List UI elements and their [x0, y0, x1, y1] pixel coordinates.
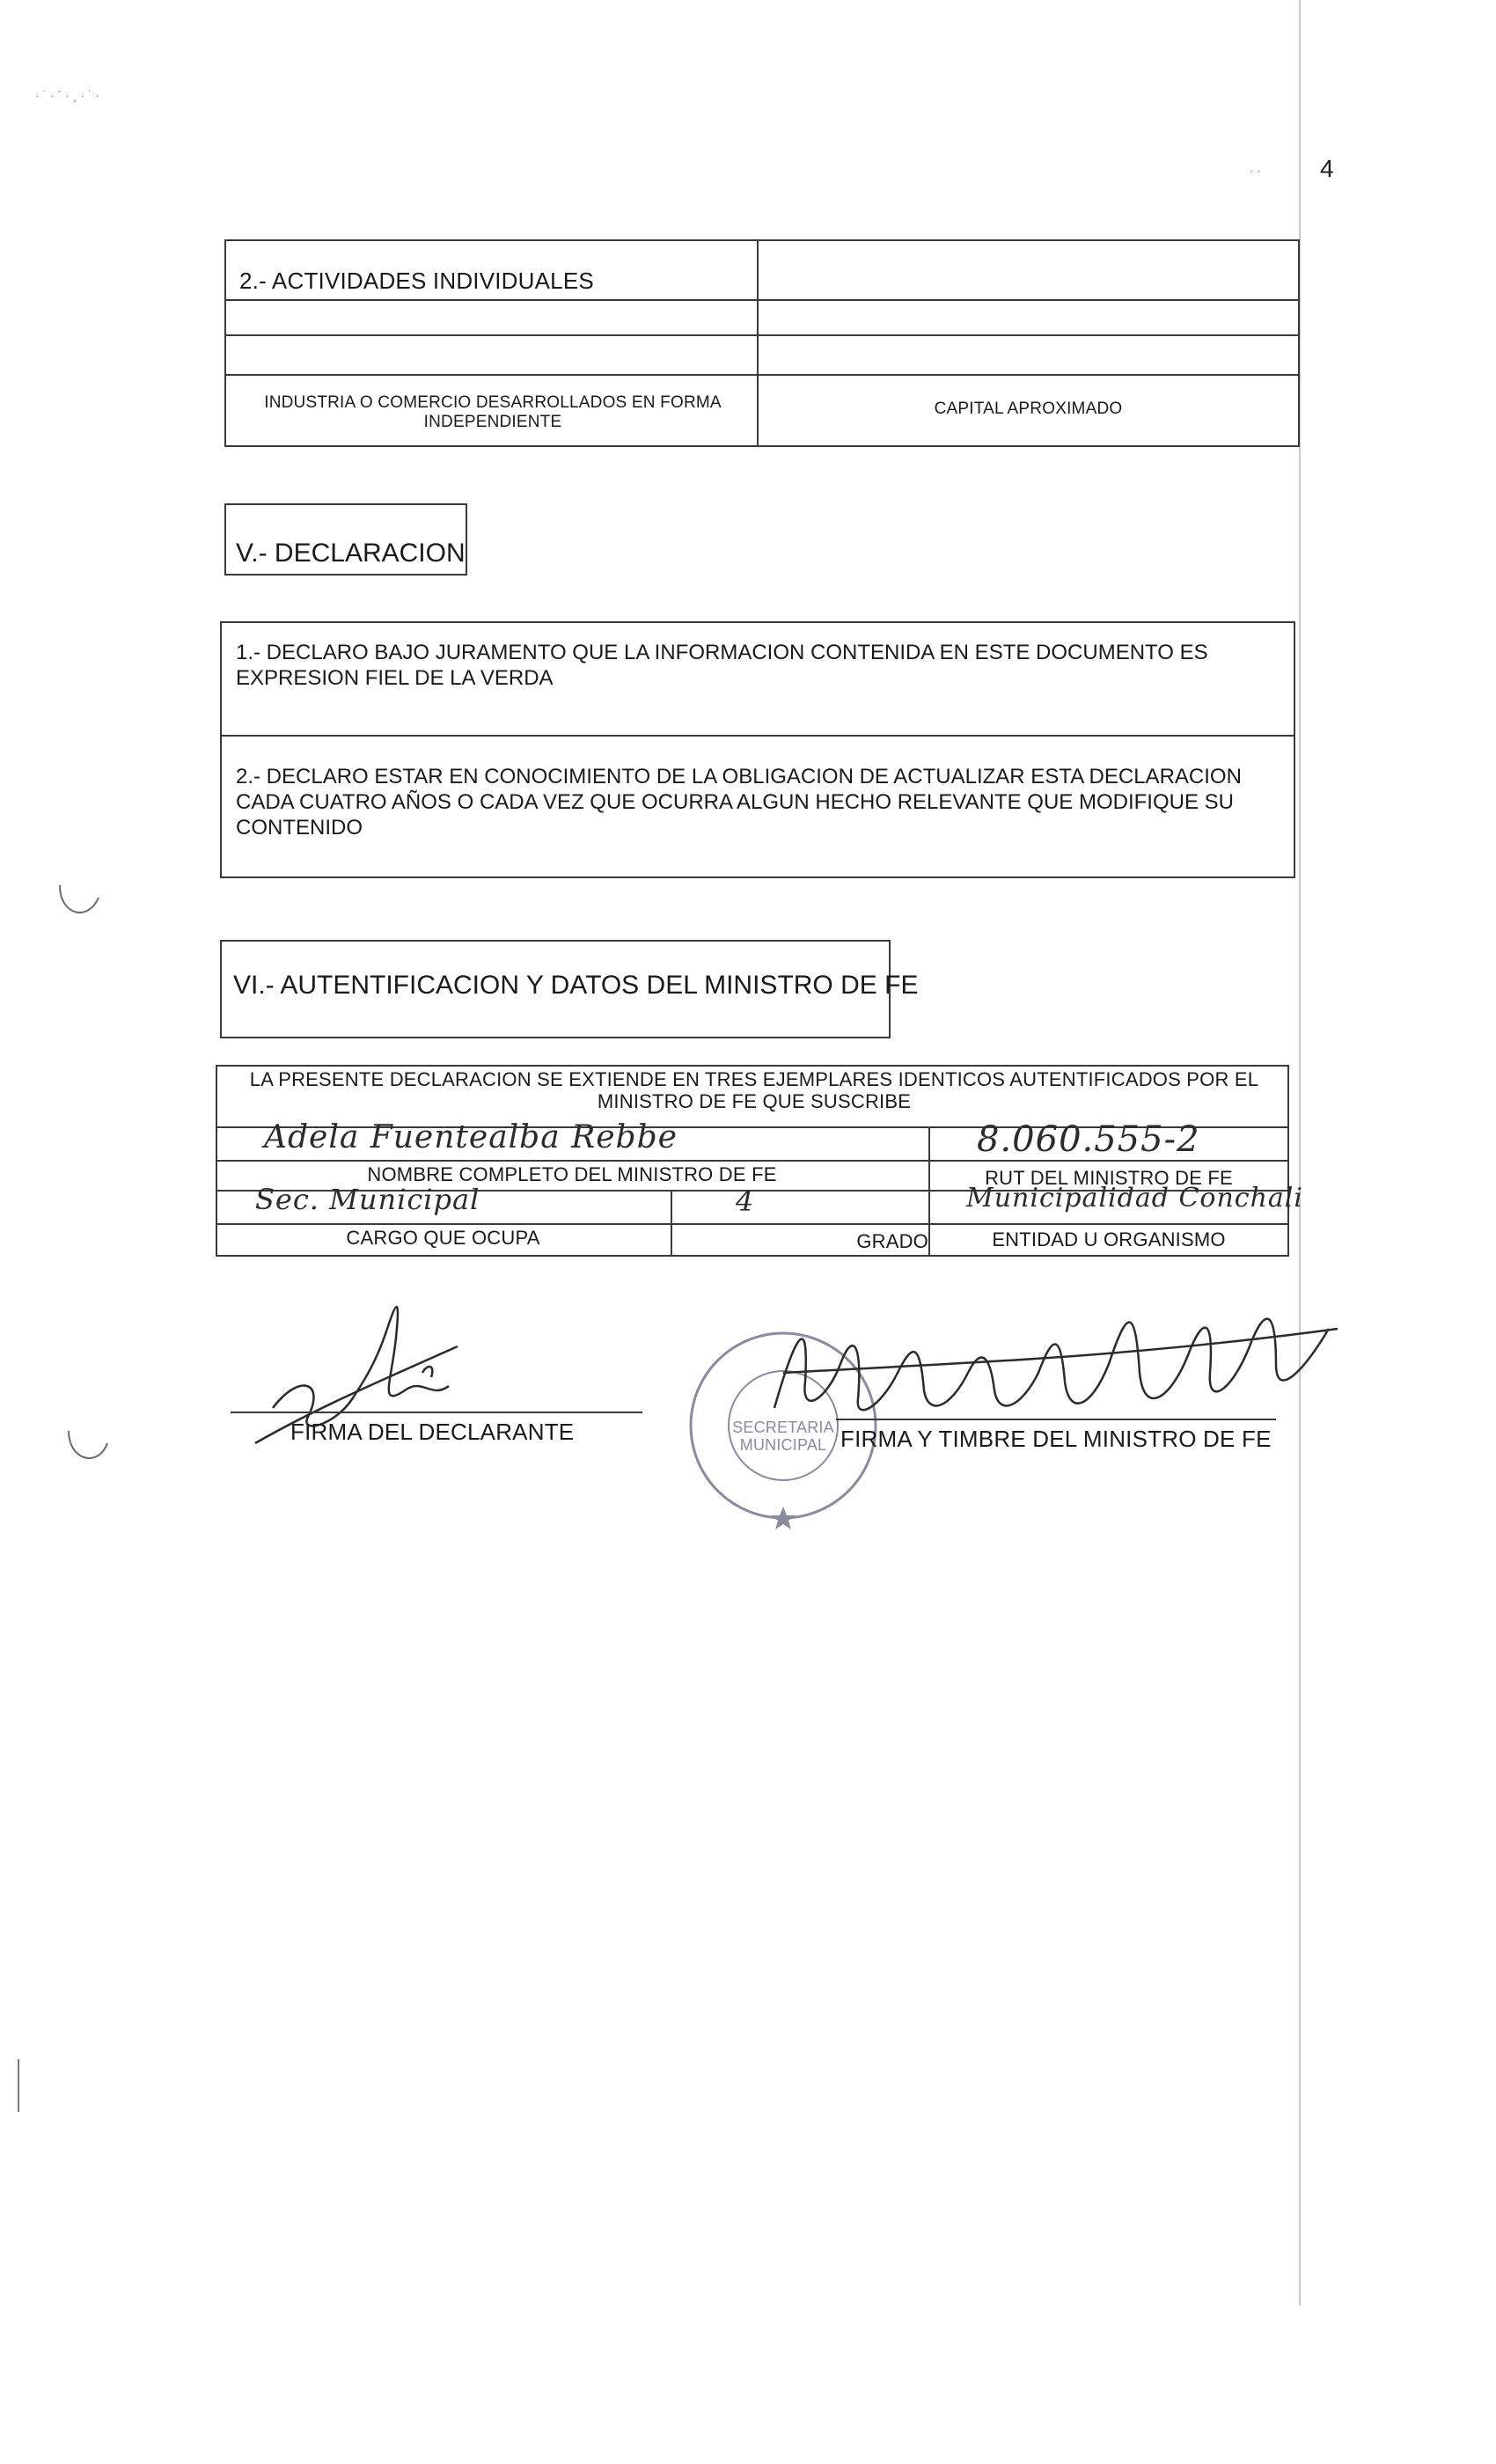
actividades-title: 2.- ACTIVIDADES INDIVIDUALES: [239, 268, 594, 294]
grado-value: 4: [736, 1184, 755, 1218]
nombre-ministro-value: Adela Fuentealba Rebbe: [264, 1119, 678, 1155]
autentificacion-title: VI.- AUTENTIFICACION Y DATOS DEL MINISTRO DE FE: [233, 971, 919, 1000]
declaracion-table-rule: [220, 735, 1295, 737]
declaracion-item-2: 2.- DECLARO ESTAR EN CONOCIMIENTO DE LA OBLIGACION DE ACTUALIZAR ESTA DECLARACION CADA CUATRO AÑOS O CADA VEZ QUE OCURRA ALGUN HECHO RELEVANTE QUE MODIFIQUE SU CONTENIDO: [236, 765, 1242, 840]
declarante-label: FIRMA DEL DECLARANTE: [290, 1419, 575, 1445]
rut-ministro-value: 8.060.555-2: [977, 1119, 1200, 1160]
punch-hole-mark: [63, 1426, 116, 1478]
ministro-signature-line: [836, 1419, 1276, 1420]
cargo-label: CARGO QUE OCUPA: [346, 1227, 540, 1249]
entidad-label: ENTIDAD U ORGANISMO: [992, 1228, 1226, 1250]
ministro-label: FIRMA Y TIMBRE DEL MINISTRO DE FE: [840, 1426, 1272, 1452]
autentificacion-intro: LA PRESENTE DECLARACION SE EXTIENDE EN TRES EJEMPLARES IDENTICOS AUTENTIFICADOS POR EL MINISTRO DE FE QUE SUSCRIBE: [249, 1068, 1259, 1112]
ministro-table-rule: [216, 1160, 1289, 1162]
entidad-value: Municipalidad Conchali: [966, 1183, 1303, 1214]
page-number: 4: [1320, 155, 1334, 182]
scan-specks: · ˙ · ´ · ¸ · ˙ ·: [35, 88, 100, 102]
declaracion-item-1: 1.- DECLARO BAJO JURAMENTO QUE LA INFORMACION CONTENIDA EN ESTE DOCUMENTO ES EXPRESION FIEL DE LA VERDA: [236, 641, 1208, 690]
actividades-table-rule: [224, 299, 1300, 301]
margin-mark: [18, 2059, 19, 2112]
actividades-table-rule: [224, 334, 1300, 336]
nombre-ministro-label: NOMBRE COMPLETO DEL MINISTRO DE FE: [367, 1163, 777, 1185]
punch-hole-mark: [53, 880, 106, 933]
actividades-table-rule: [224, 374, 1300, 376]
grado-label: GRADO: [856, 1230, 928, 1252]
industria-header: INDUSTRIA O COMERCIO DESARROLLADOS EN FORMA INDEPENDIENTE: [264, 393, 722, 431]
stamp-text-center: SECRETARIA MUNICIPAL: [732, 1419, 834, 1454]
cargo-value: Sec. Municipal: [255, 1183, 480, 1216]
ministro-table-rule: [216, 1223, 1289, 1225]
capital-header: CAPITAL APROXIMADO: [934, 400, 1123, 418]
scan-specks: ˎ ˎ: [1250, 158, 1262, 172]
declaracion-title: V.- DECLARACION: [236, 539, 466, 568]
rut-ministro-label: RUT DEL MINISTRO DE FE: [985, 1167, 1233, 1189]
declarante-signature-line: [231, 1412, 642, 1413]
